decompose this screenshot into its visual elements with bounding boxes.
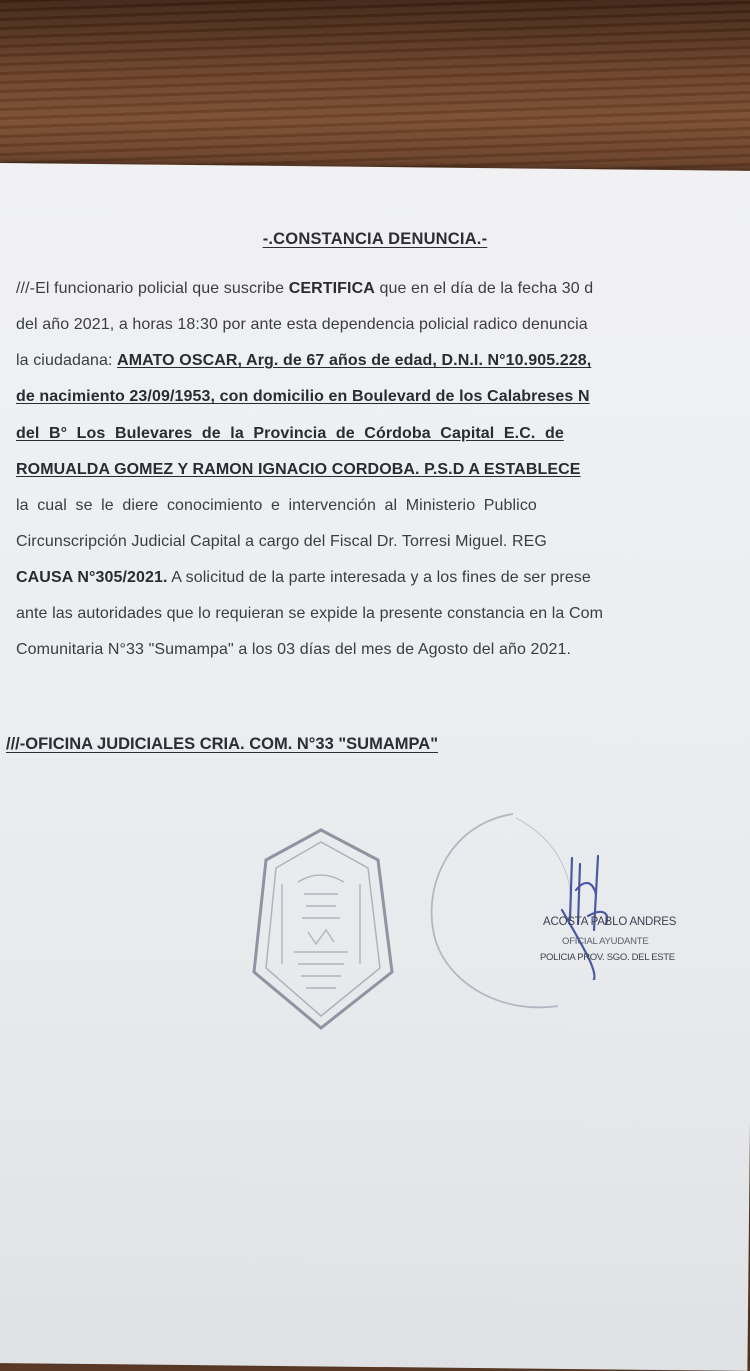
body-text: ///-El funcionario policial que suscribe [16, 280, 289, 297]
body-text: que en el día de la fecha 30 d [374, 280, 594, 297]
signer-name: ACOSTA PABLO ANDRES [543, 916, 677, 928]
document-title: -.CONSTANCIA DENUNCIA.- [262, 230, 488, 248]
body-text: la ciudadana: [16, 352, 118, 369]
complainant-details: AMATO OSCAR, Arg. de 67 años de edad, D.N.I. N°10.905.228, [117, 352, 592, 369]
body-line-3 [16, 352, 591, 370]
office-heading: ///-OFICINA JUDICIALES CRIA. COM. N°33 "SUMAMPA" [6, 735, 439, 753]
parties-details: ROMUALDA GOMEZ Y RAMON IGNACIO CORDOBA. P.S.D A ESTABLECE [16, 461, 581, 478]
case-number: CAUSA N°305/2021. [16, 569, 168, 586]
body-line-2 [16, 316, 588, 334]
signer-department: POLICIA PROV. SGO. DEL ESTE [540, 952, 675, 963]
signer-rank: OFICIAL AYUDANTE [562, 936, 649, 947]
body-line-4 [16, 388, 590, 406]
body-line-7 [16, 497, 537, 515]
body-line-10 [16, 605, 603, 623]
body-text: la cual se le diere conocimiento e intervención al Ministerio Publico [16, 497, 537, 514]
body-text: Circunscripción Judicial Capital a cargo del Fiscal Dr. Torresi Miguel. REG [16, 533, 547, 550]
birth-address-details: de nacimiento 23/09/1953, con domicilio en Boulevard de los Calabreses N [16, 388, 590, 405]
body-line-11 [16, 641, 571, 659]
body-text: ante las autoridades que lo requieran se expide la presente constancia en la Com [16, 605, 604, 622]
body-text: A solicitud de la parte interesada y a los fines de ser prese [167, 569, 591, 586]
body-text: Comunitaria N°33 "Sumampa" a los 03 días del mes de Agosto del año 2021. [16, 641, 572, 658]
body-line-6 [16, 461, 581, 479]
neighborhood-details: del B° Los Bulevares de la Provincia de Córdoba Capital E.C. de [16, 425, 564, 442]
body-text: del año 2021, a horas 18:30 por ante esta dependencia policial radico denuncia [16, 316, 588, 333]
body-line-5 [16, 425, 564, 443]
body-line-1 [16, 280, 593, 298]
body-line-9 [16, 569, 591, 587]
certifica-keyword: CERTIFICA [288, 280, 375, 297]
police-seal-stamp [246, 822, 396, 1034]
paper-sheet [0, 163, 750, 1371]
body-line-8 [16, 533, 547, 551]
